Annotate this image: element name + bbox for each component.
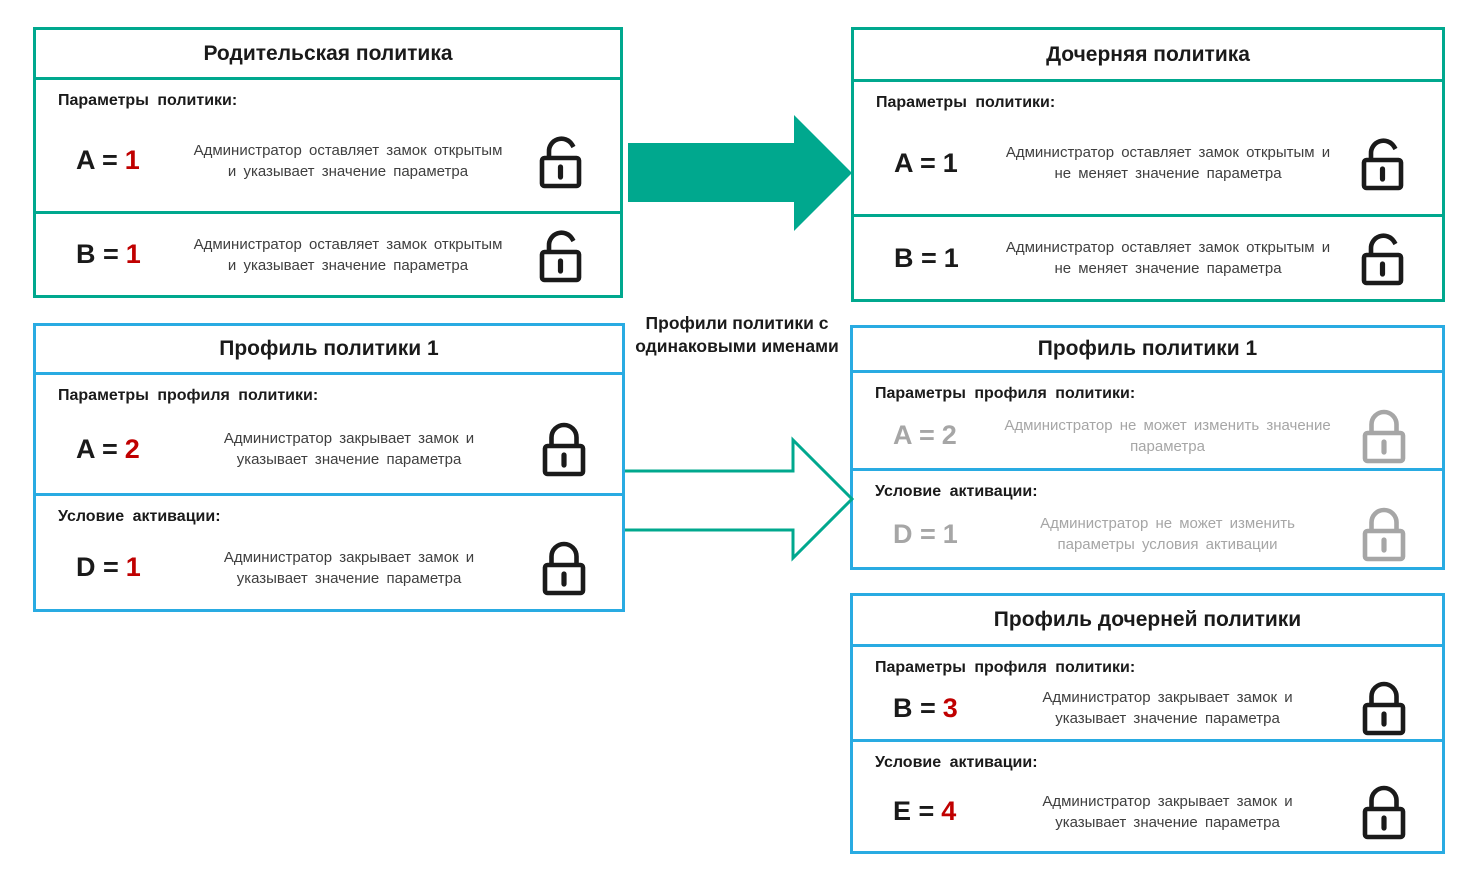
child-policy-profile-title: Профиль дочерней политики — [853, 596, 1442, 647]
closed-lock-icon — [538, 420, 590, 478]
param-a-description: Администратор не может изменить значение параметра — [1004, 416, 1331, 455]
param-b: B = 3 — [893, 692, 958, 723]
param-e-description: Администратор закрывает замок и указывает значение параметра — [1042, 792, 1293, 831]
child-profile-row-b — [853, 647, 1442, 742]
policy-profile-1-box — [33, 323, 625, 612]
profile-inheritance-arrow-icon — [624, 436, 856, 564]
param-b-description: Администратор закрывает замок и указывает значение параметра — [1042, 689, 1293, 727]
param-a-description: Администратор оставляет замок открытым и не меняет значение параметра — [1005, 144, 1331, 182]
closed-lock-icon — [1358, 505, 1410, 563]
closed-lock-icon — [538, 539, 590, 597]
child-policy-title: Дочерняя политика — [854, 30, 1442, 82]
parent-policy-box — [33, 27, 623, 298]
section-label: Условие активации: — [58, 508, 221, 525]
parent-policy-title: Родительская политика — [36, 30, 620, 80]
inherited-policy-profile-1-box — [850, 325, 1445, 570]
open-lock-icon — [534, 132, 590, 190]
policy-profile-1-title: Профиль политики 1 — [36, 326, 622, 375]
param-b-description: Администратор оставляет замок открытым и указывает значение параметра — [193, 235, 503, 274]
section-label: Условие активации: — [875, 483, 1038, 500]
param-b: B = 1 — [894, 242, 959, 273]
closed-lock-icon — [1358, 407, 1410, 465]
section-label: Параметры политики: — [876, 94, 1056, 111]
open-lock-icon — [1356, 229, 1412, 287]
param-a-value: 2 — [124, 433, 140, 464]
param-a: A = 2 — [893, 420, 957, 450]
child-policy-profile-box — [850, 593, 1445, 854]
parent-policy-row-b — [36, 214, 620, 295]
child-policy-row-a — [854, 82, 1442, 217]
child-profile-activation-row — [853, 742, 1442, 851]
param-a-value: 1 — [124, 145, 140, 175]
profile-row-a — [36, 375, 622, 496]
param-d-description: Администратор закрывает замок и указывает значение параметра — [223, 548, 475, 587]
param-a: A = 1 — [76, 145, 140, 175]
param-a: A = 1 — [894, 147, 958, 178]
section-label: Условие активации: — [875, 754, 1038, 771]
param-b-value: 1 — [125, 239, 141, 269]
parent-policy-row-a — [36, 80, 620, 214]
param-e-value: 4 — [941, 796, 957, 826]
param-a-description: Администратор закрывает замок и указывает значение параметра — [223, 430, 475, 468]
section-label: Параметры профиля политики: — [875, 385, 1136, 402]
closed-lock-icon — [1358, 679, 1410, 737]
param-d-value: 1 — [942, 518, 958, 549]
open-lock-icon — [534, 226, 590, 284]
param-d: D = 1 — [76, 552, 141, 582]
param-d-value: 1 — [125, 552, 141, 582]
section-label: Параметры политики: — [58, 92, 238, 109]
param-d: D = 1 — [893, 518, 958, 549]
param-a-value: 2 — [941, 420, 957, 450]
param-b-description: Администратор оставляет замок открытым и не меняет значение параметра — [1005, 239, 1331, 277]
param-a-value: 1 — [942, 147, 958, 178]
middle-label: Профили политики с одинаковыми именами — [635, 313, 839, 356]
section-label: Параметры профиля политики: — [875, 659, 1136, 676]
inherited-profile-title: Профиль политики 1 — [853, 328, 1442, 373]
param-a: A = 2 — [76, 433, 140, 464]
param-a-description: Администратор оставляет замок открытым и указывает значение параметра — [193, 141, 503, 180]
inherited-profile-row-a — [853, 373, 1442, 471]
child-policy-box — [851, 27, 1445, 302]
closed-lock-icon — [1358, 783, 1410, 841]
policy-inheritance-arrow-icon — [626, 110, 856, 240]
inherited-profile-activation-row — [853, 471, 1442, 567]
child-policy-row-b — [854, 217, 1442, 299]
param-b: B = 1 — [76, 239, 141, 269]
profile-activation-row — [36, 496, 622, 609]
param-b-value: 3 — [942, 692, 958, 723]
param-e: E = 4 — [893, 796, 957, 826]
open-lock-icon — [1356, 134, 1412, 192]
param-b-value: 1 — [943, 242, 959, 273]
param-d-description: Администратор не может изменить параметры условия активации — [1040, 515, 1295, 553]
section-label: Параметры профиля политики: — [58, 387, 319, 404]
